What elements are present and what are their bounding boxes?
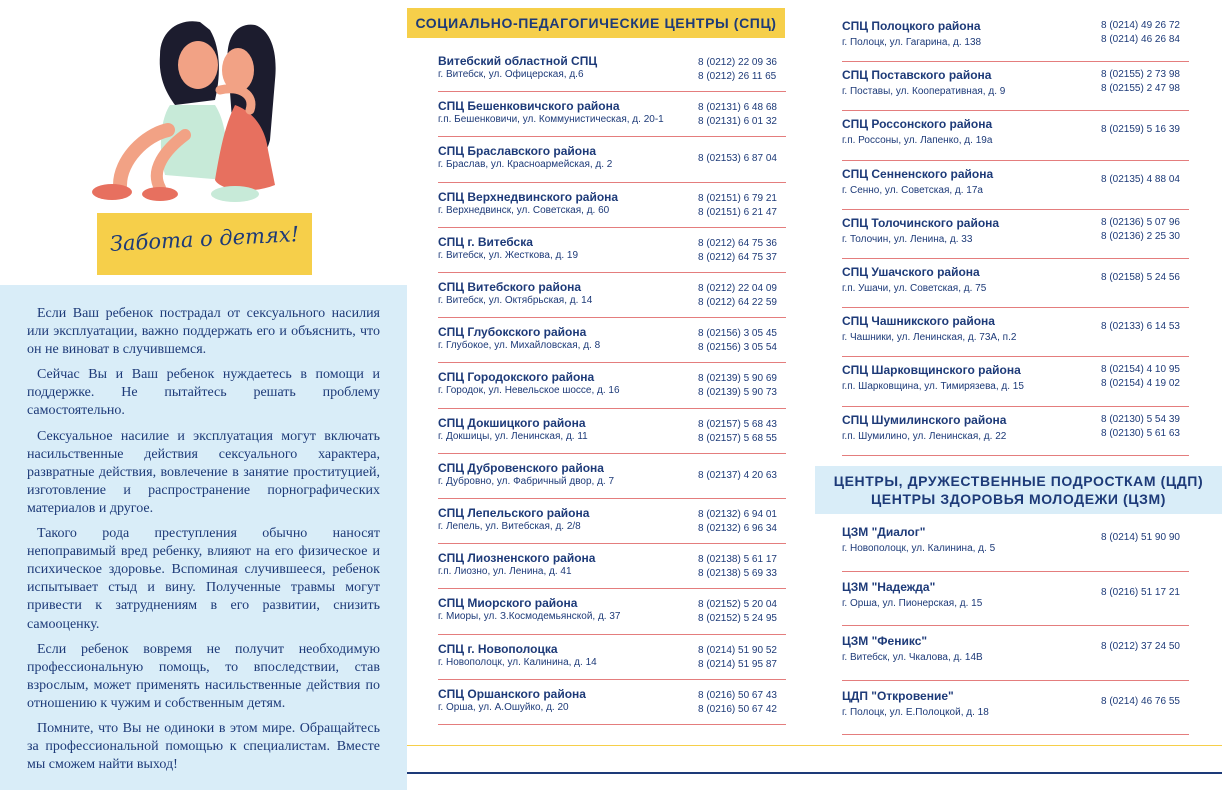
phone-numbers bbox=[698, 372, 777, 400]
phone-numbers bbox=[1101, 19, 1180, 47]
phone-number[interactable]: 8 (0214) 46 26 84 bbox=[1101, 34, 1180, 45]
center-name: СПЦ Россонского района bbox=[842, 117, 993, 132]
center-name: СПЦ Верхнедвинского района bbox=[438, 189, 619, 204]
phone-number[interactable]: 8 (02159) 5 16 39 bbox=[1101, 124, 1180, 136]
center-name: Витебский областной СПЦ bbox=[438, 54, 598, 68]
phone-numbers bbox=[698, 56, 777, 84]
intro-paragraph: Помните, что Вы не одиноки в этом мире. Обращайтесь за профессиональной помощью к специалистам. Вместе мы сможем найти выход! bbox=[27, 720, 380, 773]
center-name: СПЦ Глубокского района bbox=[438, 325, 587, 340]
phone-number[interactable]: 8 (02136) 2 25 30 bbox=[1101, 230, 1180, 242]
center-address: г. Глубокое, ул. Михайловская, д. 8 bbox=[438, 340, 601, 352]
center-name: СПЦ Сенненского района bbox=[842, 166, 994, 181]
center-address: г.п. Бешенковичи, ул. Коммунистическая, д. 20-1 bbox=[438, 114, 664, 126]
center-name: СПЦ Бешенковичского района bbox=[438, 99, 620, 114]
phone-numbers bbox=[698, 282, 777, 310]
phone-number[interactable]: 8 (02138) 5 69 33 bbox=[698, 568, 777, 580]
center-name: ЦЗМ "Феникс" bbox=[842, 634, 928, 648]
intro-text bbox=[27, 305, 380, 781]
two-girls-illustration bbox=[50, 10, 350, 205]
center-address: г. Витебск, ул. Чкалова, д. 14В bbox=[842, 652, 983, 663]
phone-number[interactable]: 8 (02156) 3 05 54 bbox=[698, 342, 777, 354]
phone-number[interactable]: 8 (0212) 37 24 50 bbox=[1101, 641, 1180, 652]
contact-row bbox=[438, 318, 786, 363]
phone-numbers bbox=[1101, 695, 1180, 709]
contact-row bbox=[842, 681, 1189, 736]
phone-number[interactable]: 8 (02152) 5 24 95 bbox=[698, 613, 777, 625]
center-address: г. Верхнедвинск, ул. Советская, д. 60 bbox=[438, 204, 610, 216]
phone-numbers bbox=[698, 508, 777, 536]
contact-row bbox=[842, 13, 1189, 62]
phone-number[interactable]: 8 (0214) 51 90 90 bbox=[1101, 532, 1180, 543]
contact-row bbox=[438, 92, 786, 137]
center-address: г. Витебск, ул. Офицерская, д.6 bbox=[438, 69, 584, 80]
phone-number[interactable]: 8 (0214) 49 26 72 bbox=[1101, 20, 1180, 31]
intro-paragraph: Если Ваш ребенок пострадал от сексуального насилия или эксплуатации, важно поддержать его и объяснить, что он не виноват в случившемся. bbox=[27, 306, 380, 358]
phone-number[interactable]: 8 (02152) 5 20 04 bbox=[698, 599, 777, 611]
contact-row bbox=[842, 517, 1189, 572]
care-for-children-badge bbox=[97, 213, 312, 275]
center-address: г. Чашники, ул. Ленинская, д. 73А, п.2 bbox=[842, 332, 1017, 344]
contact-row bbox=[438, 47, 786, 92]
contact-row bbox=[842, 357, 1189, 406]
contact-row bbox=[438, 454, 786, 499]
center-name: СПЦ Ушачского района bbox=[842, 265, 980, 279]
center-name: СПЦ Шарковщинского района bbox=[842, 363, 1021, 378]
phone-numbers bbox=[1101, 363, 1180, 391]
phone-number[interactable]: 8 (02130) 5 61 63 bbox=[1101, 427, 1180, 439]
center-name: СПЦ Витебского района bbox=[438, 280, 582, 294]
phone-number[interactable]: 8 (02158) 5 24 56 bbox=[1101, 272, 1180, 283]
phone-numbers bbox=[1101, 640, 1180, 654]
center-address: г. Поставы, ул. Кооперативная, д. 9 bbox=[842, 86, 1006, 98]
center-address: г. Новополоцк, ул. Калинина, д. 5 bbox=[842, 543, 996, 554]
center-address: г.п. Лиозно, ул. Ленина, д. 41 bbox=[438, 566, 572, 578]
phone-numbers bbox=[1101, 413, 1180, 441]
youth-header-line-1: ЦЕНТРЫ, ДРУЖЕСТВЕННЫЕ ПОДРОСТКАМ (ЦДП) bbox=[833, 473, 1204, 489]
intro-paragraph: Сексуальное насилие и эксплуатация могут включать насильственные действия сексуального характера, развратные действия, вовлечение в занятие проституцией, изготовление и распространение порнографических материалов и другое. bbox=[27, 428, 380, 516]
phone-numbers bbox=[698, 689, 777, 717]
center-address: г. Полоцк, ул. Гагарина, д. 138 bbox=[842, 37, 982, 48]
center-name: ЦЗМ "Надежда" bbox=[842, 579, 936, 594]
phone-numbers bbox=[1101, 531, 1180, 545]
contact-row bbox=[842, 407, 1189, 456]
bottom-decorative-lines bbox=[407, 745, 1222, 785]
contact-row bbox=[438, 544, 786, 589]
contact-row bbox=[842, 161, 1189, 210]
contact-row bbox=[438, 680, 786, 725]
phone-number[interactable]: 8 (02139) 5 90 69 bbox=[698, 373, 777, 385]
center-name: ЦДП "Откровение" bbox=[842, 688, 954, 703]
center-address: г.п. Шумилино, ул. Ленинская, д. 22 bbox=[842, 430, 1007, 442]
phone-numbers bbox=[1101, 173, 1180, 187]
phone-numbers bbox=[698, 553, 777, 581]
intro-panel bbox=[0, 285, 407, 790]
center-name: СПЦ Шумилинского района bbox=[842, 412, 1007, 427]
phone-numbers bbox=[1101, 320, 1180, 334]
phone-number[interactable]: 8 (02131) 6 48 68 bbox=[698, 102, 777, 114]
contact-row bbox=[438, 409, 786, 454]
contact-row bbox=[438, 363, 786, 408]
phone-number[interactable]: 8 (02151) 6 21 47 bbox=[698, 206, 777, 218]
phone-number[interactable]: 8 (02136) 5 07 96 bbox=[1101, 216, 1180, 228]
center-name: СПЦ Миорского района bbox=[438, 596, 578, 611]
intro-paragraph: Сейчас Вы и Ваш ребенок нуждаетесь в помощи и поддержке. Не пытайтесь решать проблему самостоятельно. bbox=[27, 367, 380, 419]
center-address: г. Миоры, ул. З.Космодемьянской, д. 37 bbox=[438, 611, 621, 623]
center-address: г.п. Ушачи, ул. Советская, д. 75 bbox=[842, 283, 987, 294]
center-address: г. Полоцк, ул. Е.Полоцкой, д. 18 bbox=[842, 706, 989, 718]
spc-header: СОЦИАЛЬНО-ПЕДАГОГИЧЕСКИЕ ЦЕНТРЫ (СПЦ) bbox=[407, 8, 785, 38]
center-name: СПЦ г. Витебска bbox=[438, 234, 533, 249]
phone-number[interactable]: 8 (0216) 51 17 21 bbox=[1101, 586, 1180, 598]
phone-numbers bbox=[698, 644, 777, 672]
phone-number[interactable]: 8 (02133) 6 14 53 bbox=[1101, 321, 1180, 333]
phone-number[interactable]: 8 (0212) 22 04 09 bbox=[698, 283, 777, 294]
intro-paragraph: Если ребенок вовремя не получит необходимую профессиональную помощь, то впоследствии, став взрослым, может применять насильственные действия по отношению к чужим и собственным детям. bbox=[27, 641, 380, 711]
center-address: г. Витебск, ул. Жесткова, д. 19 bbox=[438, 249, 579, 261]
center-address: г. Дубровно, ул. Фабричный двор, д. 7 bbox=[438, 475, 615, 487]
phone-number[interactable]: 8 (02154) 4 19 02 bbox=[1101, 378, 1180, 390]
center-address: г.п. Шарковщина, ул. Тимирязева, д. 15 bbox=[842, 381, 1024, 393]
youth-centers-header bbox=[815, 466, 1222, 514]
center-address: г. Новополоцк, ул. Калинина, д. 14 bbox=[438, 656, 597, 668]
phone-number[interactable]: 8 (0214) 46 76 55 bbox=[1101, 695, 1180, 707]
center-name: СПЦ Лиозненского района bbox=[438, 551, 596, 566]
phone-number[interactable]: 8 (02131) 6 01 32 bbox=[698, 116, 777, 128]
center-name: СПЦ Городокского района bbox=[438, 370, 595, 385]
contact-row bbox=[842, 308, 1189, 357]
contact-row bbox=[842, 626, 1189, 681]
center-name: СПЦ Оршанского района bbox=[438, 686, 586, 701]
center-address: г. Докшицы, ул. Ленинская, д. 11 bbox=[438, 430, 588, 442]
phone-number[interactable]: 8 (0214) 51 95 87 bbox=[698, 658, 777, 670]
phone-number[interactable]: 8 (02132) 6 94 01 bbox=[698, 509, 777, 520]
contact-row bbox=[842, 111, 1189, 160]
phone-numbers bbox=[1101, 586, 1180, 600]
center-name: СПЦ Полоцкого района bbox=[842, 19, 981, 33]
contact-row bbox=[842, 259, 1189, 308]
contact-row bbox=[438, 183, 786, 228]
phone-number[interactable]: 8 (0212) 64 75 36 bbox=[698, 237, 777, 249]
contact-row bbox=[438, 589, 786, 634]
center-address: г. Сенно, ул. Советская, д. 17а bbox=[842, 184, 983, 196]
center-address: г. Витебск, ул. Октябрьская, д. 14 bbox=[438, 295, 593, 306]
phone-numbers bbox=[698, 469, 777, 483]
center-address: г. Орша, ул. Пионерская, д. 15 bbox=[842, 597, 983, 609]
phone-number[interactable]: 8 (02155) 2 73 98 bbox=[1101, 69, 1180, 81]
phone-numbers bbox=[698, 418, 777, 446]
phone-numbers bbox=[1101, 123, 1180, 137]
phone-number[interactable]: 8 (02151) 6 79 21 bbox=[698, 192, 777, 204]
phone-number[interactable]: 8 (02157) 5 68 55 bbox=[698, 432, 777, 444]
center-address: г. Городок, ул. Невельское шоссе, д. 16 bbox=[438, 385, 620, 397]
phone-number[interactable]: 8 (02155) 2 47 98 bbox=[1101, 83, 1180, 95]
badge-text: Забота о детях! bbox=[109, 222, 300, 256]
center-name: ЦЗМ "Диалог" bbox=[842, 525, 926, 539]
phone-number[interactable]: 8 (02154) 4 10 95 bbox=[1101, 364, 1180, 376]
phone-number[interactable]: 8 (02157) 5 68 43 bbox=[698, 418, 777, 430]
phone-number[interactable]: 8 (02139) 5 90 73 bbox=[698, 387, 777, 399]
phone-number[interactable]: 8 (02137) 4 20 63 bbox=[698, 469, 777, 481]
phone-number[interactable]: 8 (02156) 3 05 45 bbox=[698, 328, 777, 340]
phone-numbers bbox=[1101, 216, 1180, 244]
phone-number[interactable]: 8 (0216) 50 67 42 bbox=[698, 703, 777, 715]
phone-numbers bbox=[698, 327, 777, 355]
phone-number[interactable]: 8 (02153) 6 87 04 bbox=[698, 153, 777, 165]
center-address: г.п. Россоны, ул. Лапенко, д. 19а bbox=[842, 135, 993, 147]
center-name: СПЦ Толочинского района bbox=[842, 215, 1000, 230]
phone-number[interactable]: 8 (0212) 26 11 65 bbox=[698, 71, 777, 82]
center-address: г. Орша, ул. А.Ошуйко, д. 20 bbox=[438, 701, 569, 713]
phone-numbers bbox=[698, 598, 777, 626]
center-address: г. Лепель, ул. Витебская, д. 2/8 bbox=[438, 521, 581, 532]
phone-number[interactable]: 8 (02132) 6 96 34 bbox=[698, 523, 777, 534]
phone-numbers bbox=[698, 152, 777, 166]
phone-number[interactable]: 8 (0216) 50 67 43 bbox=[698, 689, 777, 701]
phone-number[interactable]: 8 (0212) 22 09 36 bbox=[698, 57, 777, 68]
center-name: СПЦ Лепельского района bbox=[438, 506, 590, 520]
center-address: г. Толочин, ул. Ленина, д. 33 bbox=[842, 233, 973, 245]
phone-number[interactable]: 8 (02130) 5 54 39 bbox=[1101, 413, 1180, 425]
youth-header-line-2: ЦЕНТРЫ ЗДОРОВЬЯ МОЛОДЕЖИ (ЦЗМ) bbox=[870, 491, 1167, 507]
phone-number[interactable]: 8 (0214) 51 90 52 bbox=[698, 644, 777, 656]
contact-row bbox=[438, 273, 786, 318]
contact-row bbox=[438, 499, 786, 544]
phone-numbers bbox=[698, 192, 777, 220]
phone-number[interactable]: 8 (0212) 64 75 37 bbox=[698, 251, 777, 263]
contact-row bbox=[842, 62, 1189, 111]
center-name: СПЦ Браславского района bbox=[438, 144, 597, 159]
phone-numbers bbox=[698, 237, 777, 265]
contact-row bbox=[842, 572, 1189, 627]
phone-numbers bbox=[698, 101, 777, 129]
phone-number[interactable]: 8 (02135) 4 88 04 bbox=[1101, 173, 1180, 185]
center-name: СПЦ Чашникского района bbox=[842, 314, 995, 329]
intro-paragraph: Такого рода преступления обычно наносят непоправимый вред ребенку, влияют на его физическое и психическое здоровье. Вспоминая случившееся, ребенок испытывает стыд и вину. Полученные травмы могут привести к затруднениям в его развитии, снизить самооценку. bbox=[27, 526, 380, 632]
center-name: СПЦ Докшицкого района bbox=[438, 415, 586, 430]
center-name: СПЦ Дубровенского района bbox=[438, 460, 604, 475]
phone-number[interactable]: 8 (02138) 5 61 17 bbox=[698, 554, 777, 566]
center-name: СПЦ г. Новополоцка bbox=[438, 641, 558, 656]
phone-number[interactable]: 8 (0212) 64 22 59 bbox=[698, 297, 777, 308]
contact-row bbox=[438, 137, 786, 182]
center-address: г. Браслав, ул. Красноармейская, д. 2 bbox=[438, 159, 613, 171]
contact-row bbox=[438, 228, 786, 273]
phone-numbers bbox=[1101, 271, 1180, 285]
contact-row bbox=[842, 210, 1189, 259]
contact-row bbox=[438, 635, 786, 680]
phone-numbers bbox=[1101, 68, 1180, 96]
center-name: СПЦ Поставского района bbox=[842, 68, 992, 83]
